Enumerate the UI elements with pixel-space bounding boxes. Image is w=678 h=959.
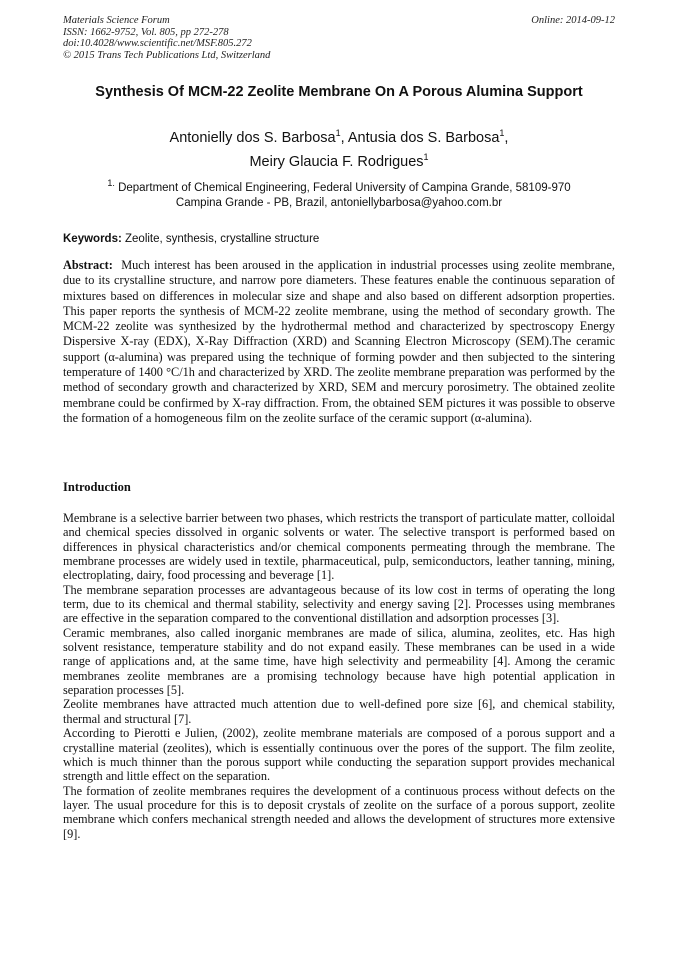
affiliation-line-1: Department of Chemical Engineering, Federal University of Campina Grande, 58109-970 [118,182,571,194]
keywords-label: Keywords: [63,233,122,245]
affiliation-marker: 1 [423,152,429,163]
author-name: Antusia dos S. Barbosa [347,130,500,146]
abstract-label: Abstract: [63,258,113,272]
affiliation-marker: 1 [499,128,505,139]
abstract [63,258,615,426]
affiliation-line-2: Campina Grande - PB, Brazil, antoniellybarbosa@yahoo.com.br [175,196,503,209]
author-name: Antonielly dos S. Barbosa [169,130,336,146]
affiliation-number: 1. [107,178,115,189]
affiliation-marker: 1 [335,128,341,139]
introduction-body [63,511,615,841]
journal-doi[interactable]: doi:10.4028/www.scientific.net/MSF.805.272 [63,38,252,49]
paragraph: Zeolite membranes have attracted much attention due to well-defined pore size [6], and chemical stability, thermal and structural [7]. [63,697,615,726]
journal-copyright: © 2015 Trans Tech Publications Ltd, Switzerland [63,49,271,61]
keywords-text: Zeolite, synthesis, crystalline structure [125,233,320,245]
paragraph: The formation of zeolite membranes requires the development of a continuous process without defects on the layer. The usual procedure for this is to deposit crystals of zeolite on the surface of a porous support, zeolite membrane which confers mechanical strength needed and allows the development of structures more extensive [9]. [63,783,615,841]
abstract-text: Much interest has been aroused in the application in industrial processes using zeolite membrane, due to its crystalline structure, and narrow pore diameters. These features enable the continuous separation of mixtures based on differences in molecular size and shape and also based on different adsorption properties. This paper reports the synthesis of MCM-22 zeolite membrane, using the method of secondary growth. The MCM-22 zeolite was synthesized by the hydrothermal method and characterized by spectroscopy Energy Dispersive X-ray (EDX), X-Ray Diffraction (XRD) and Scanning Electron Microscopy (SEM).The ceramic support (α-alumina) was prepared using the technique of forming powder and then subjected to the sintering temperature of 1400 °C/1h and characterized by XRD. The zeolite membrane preparation was performed by the method of secondary growth and characterized by XRD, SEM and mercury porosimetry. The obtained zeolite membrane could be confirmed by X-ray diffraction. From, the obtained SEM pictures it was possible to observe the formation of a homogeneous film on the zeolite surface of the ceramic support (α-alumina). [63,258,615,425]
paper-title: Synthesis Of MCM-22 Zeolite Membrane On A Porous Alumina Support [95,84,583,100]
paragraph: Ceramic membranes, also called inorganic membranes are made of silica, alumina, zeolites, etc. Has high solvent resistance, temperature stability and do not expand easily. These membranes can be used in a wide range of applications and, at the same time, have high selectivity and permeability [4]. Among the ceramic membranes zeolite membranes are a promising technology because have high potential application in separation processes [5]. [63,625,615,698]
keywords [63,232,615,246]
author-name: Meiry Glaucia F. Rodrigues [249,154,424,170]
section-heading-introduction: Introduction [63,480,131,494]
online-date: Online: 2014-09-12 [531,15,615,26]
affiliation [63,178,615,210]
journal-issn: ISSN: 1662-9752, Vol. 805, pp 272-278 [63,26,229,38]
author-separator: , [340,130,348,146]
journal-header [63,15,615,61]
paragraph: According to Pierotti e Julien, (2002), zeolite membrane materials are composed of a porous support and a crystalline material (zeolites), which is essentially continuous over the pores of the support. The film zeolite, which is much thinner than the porous support while conducting the separation support provides mechanical strength and little effect on the separation. [63,726,615,784]
author-list: Antonielly dos S. Barbosa$^1$, Antusia dos S. Barbosa$^1$, Meiry Glaucia F. Rodrigues$^1$ [169,128,509,170]
paragraph: Membrane is a selective barrier between two phases, which restricts the transport of particulate matter, colloidal and chemical species dissolved in organic solvents or water. The selective transport is performed based on differences in physical characteristics and/or chemical components permeating through the membrane. The membrane processes are widely used in textile, pharmaceutical, pulp, semiconductors, leather tanning, mining, electroplating, dairy, food processing and beverage [1]. [63,511,615,583]
journal-name: Materials Science Forum [63,15,170,26]
paragraph: The membrane separation processes are advantageous because of its low cost in terms of operating the long term, due to its chemical and thermal stability, selectivity and energy saving [2]. Processes using membranes are effective in the separation compared to the conventional distillation and adsorption processes [3]. [63,582,615,626]
